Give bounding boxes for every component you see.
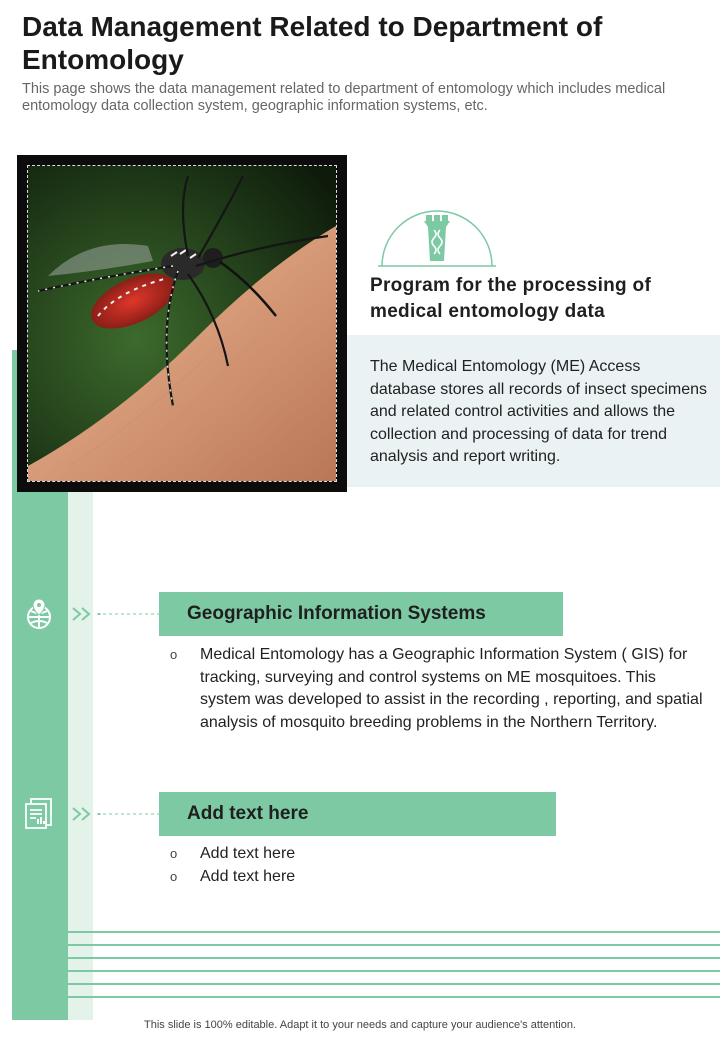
hub-tower-icon (378, 205, 496, 267)
mosquito-photo-frame (17, 155, 347, 492)
gis-bullet-list (170, 644, 710, 734)
decorative-stripe (12, 957, 720, 959)
globe-pin-icon (22, 597, 56, 631)
mosquito-photo (27, 165, 337, 482)
bullet-marker: o (170, 868, 178, 884)
page-title: Data Management Related to Department of Entomology (22, 11, 603, 75)
footer-note: This slide is 100% editable. Adapt it to your needs and capture your audience's attention. (144, 1019, 576, 1031)
connector-line (97, 813, 159, 815)
connector-line (97, 613, 159, 615)
list-item: o Add text here (170, 866, 710, 889)
custom-bullet-list (170, 843, 710, 888)
decorative-stripe (12, 983, 720, 985)
custom-heading: Add text here (187, 803, 309, 824)
custom-heading-box (159, 792, 556, 836)
decorative-stripe (12, 996, 720, 998)
page-subtitle: This page shows the data management related to department of entomology which includes medical entomology data collection system, geographic information systems, etc. (22, 81, 666, 114)
bullet-marker: o (170, 846, 178, 861)
list-item: o Add text here (170, 843, 710, 866)
accent-bar-light (68, 490, 93, 1020)
decorative-stripe (12, 944, 720, 946)
list-item: o Medical Entomology has a Geographic Information System ( GIS) for tracking, surveying and control systems on ME mosquitoes. This system was developed to assist in the recording , reporting, and spatial analysis of mosquito breeding problems in the Northern Territory. (170, 646, 703, 731)
program-description: The Medical Entomology (ME) Access database stores all records of insect specimens and related control activities and allows the collection and processing of data for trend analysis and report writing. (370, 358, 708, 465)
program-title: Program for the processing of medical entomology data (370, 275, 652, 322)
gis-heading-box (159, 592, 563, 636)
bullet-marker: o (170, 647, 178, 662)
document-chart-icon (22, 796, 56, 830)
decorative-stripe (12, 970, 720, 972)
double-chevron-right-icon (71, 806, 93, 822)
decorative-stripe (12, 931, 720, 933)
double-chevron-right-icon (71, 606, 93, 622)
gis-heading: Geographic Information Systems (187, 603, 486, 624)
